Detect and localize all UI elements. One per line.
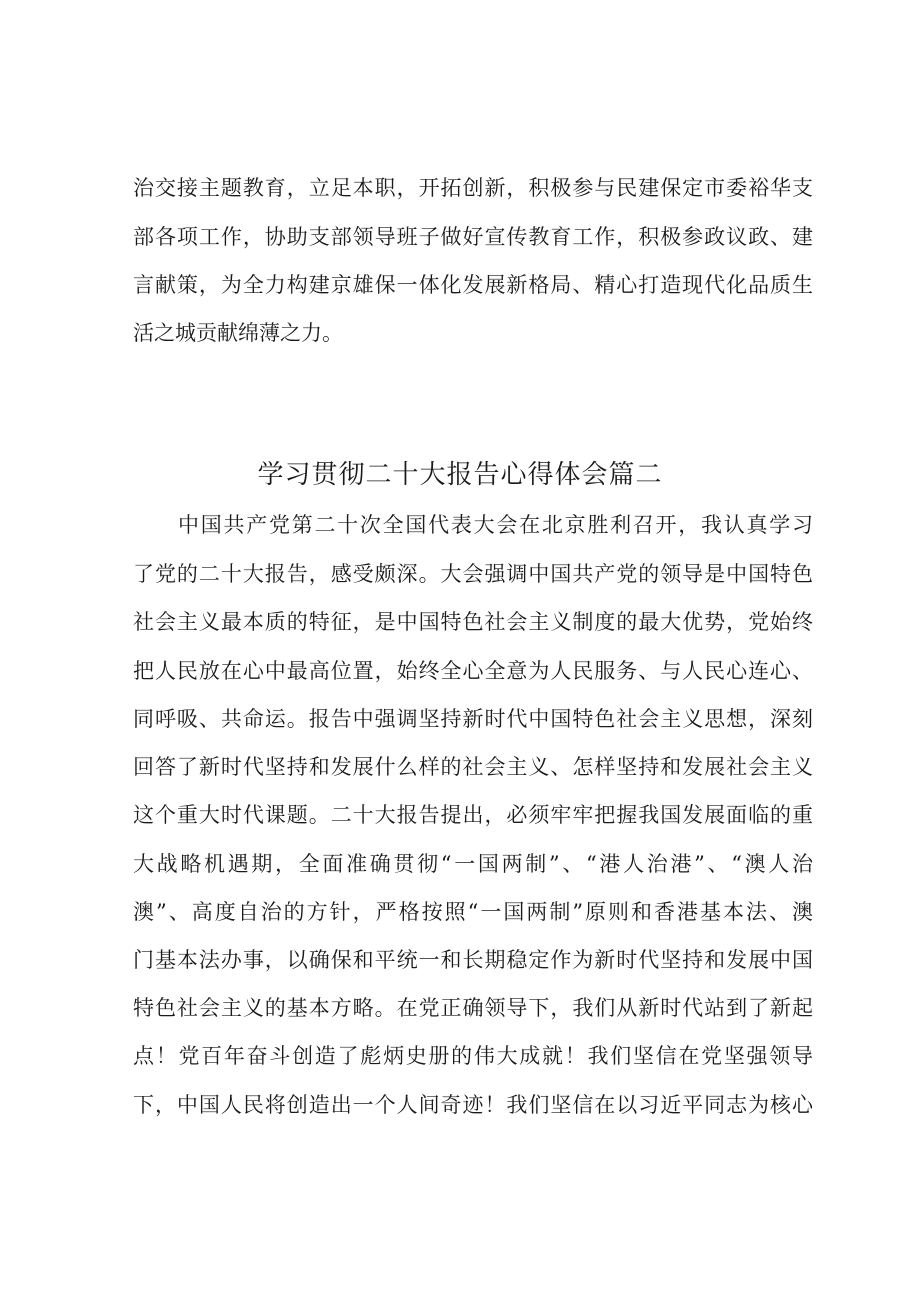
body-line: 下，中国人民将创造出一个人间奇迹！我们坚信在以习近平同志为核心 xyxy=(133,1093,813,1117)
body-line: 同呼吸、共命运。报告中强调坚持新时代中国特色社会主义思想，深刻 xyxy=(133,707,813,731)
body-line: 门基本法办事，以确保和平统一和长期稳定作为新时代坚持和发展中国 xyxy=(133,948,813,972)
body-line: 大战略机遇期，全面准确贯彻“一国两制”、“港人治港”、“澳人治 xyxy=(133,852,813,876)
continuation-line: 活之城贡献绵薄之力。 xyxy=(133,321,343,345)
body-line: 把人民放在心中最高位置，始终全心全意为人民服务、与人民心连心、 xyxy=(133,659,813,683)
body-line: 点！党百年奋斗创造了彪炳史册的伟大成就！我们坚信在党坚强领导 xyxy=(133,1044,813,1068)
continuation-line: 部各项工作，协助支部领导班子做好宣传教育工作，积极参政议政、建 xyxy=(133,225,813,249)
body-line: 了党的二十大报告，感受颇深。大会强调中国共产党的领导是中国特色 xyxy=(133,562,813,586)
continuation-line: 治交接主题教育，立足本职，开拓创新，积极参与民建保定市委裕华支 xyxy=(133,176,813,200)
body-line: 这个重大时代课题。二十大报告提出，必须牢牢把握我国发展面临的重 xyxy=(133,803,813,827)
section-title: 学习贯彻二十大报告心得体会篇二 xyxy=(257,460,663,490)
body-line: 社会主义最本质的特征，是中国特色社会主义制度的最大优势，党始终 xyxy=(133,610,813,634)
body-line: 澳”、高度自治的方针，严格按照“一国两制”原则和香港基本法、澳 xyxy=(133,900,813,924)
continuation-line: 言献策，为全力构建京雄保一体化发展新格局、精心打造现代化品质生 xyxy=(133,273,813,297)
body-line: 回答了新时代坚持和发展什么样的社会主义、怎样坚持和发展社会主义 xyxy=(133,755,813,779)
body-line: 特色社会主义的基本方略。在党正确领导下，我们从新时代站到了新起 xyxy=(133,996,813,1020)
body-line: 中国共产党第二十次全国代表大会在北京胜利召开，我认真学习 xyxy=(178,513,813,537)
